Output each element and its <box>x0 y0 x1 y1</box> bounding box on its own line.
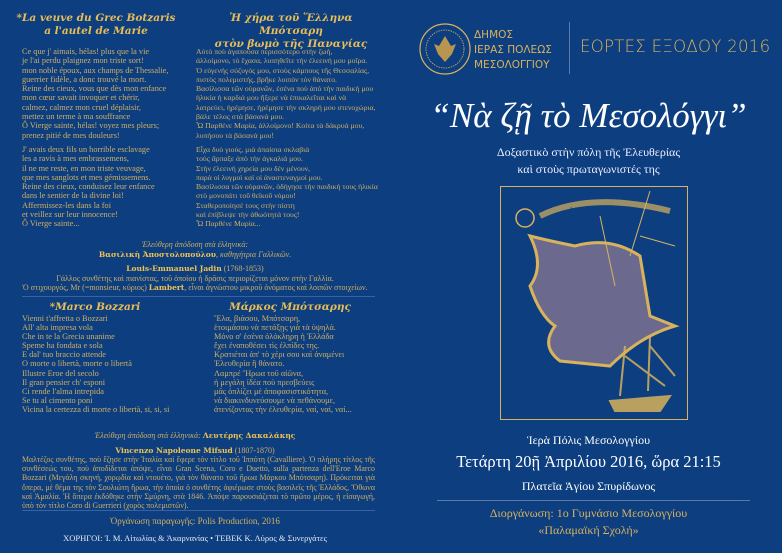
title-line: *La veuve du Grec Botzaris <box>16 12 176 24</box>
verse-line: καὶ ἐπίβλεψε τὴν ἀθωότητά τους! <box>196 210 300 220</box>
verse-line: Αὐτὸ ποὺ ἀγαποῦσα περισσότερο στὴν ζωή, <box>196 47 333 56</box>
verse-line: les a ravis à mes embrassemens, <box>22 154 129 164</box>
italian-poem <box>22 314 169 414</box>
composer-bio: Γάλλος συνθέτης καὶ πιανίστας, τοῦ ὁποίου ἡ δρᾶσις περιορίζεται μόνον στὴν Γαλλία. <box>56 273 334 283</box>
verse-line: Vicina la certezza di morte o libertà, si, si, si <box>22 404 170 414</box>
verse-line: prenez pitié de mes douleurs! <box>22 130 120 140</box>
verse-line: λυπήσου τὰ βάσανά μου! <box>196 130 274 140</box>
municipality-line: ΔΗΜΟΣ <box>474 29 514 41</box>
verse-line: que mes sanglots et mes gémissemens. <box>22 172 151 182</box>
verse-line: All' alta impresa vola <box>22 323 93 333</box>
verse-line: E dal' tuo braccio attende <box>22 350 106 360</box>
event-subtitle <box>395 144 782 178</box>
subtitle-line: καὶ στοὺς πρωταγωνιστές της <box>517 162 660 176</box>
translator-role: , καθηγήτρια Γαλλικῶν. <box>216 249 292 259</box>
verse-line: Ô Vierge sainte... <box>22 219 80 229</box>
municipality-name <box>474 28 552 73</box>
greek-poem-2-title: Μάρκος Μπότσαρης <box>229 301 351 313</box>
verse-line: Μόνο σ' ἐσένα ὁλόκληρη ἡ Ἑλλάδα <box>214 332 334 342</box>
verse-line: τοὺς ἅρπαξε ἀπὸ τὴν ἀγκαλιά μου. <box>196 154 303 164</box>
verse-line: Reine des cieux, vous que dès mon enfance <box>22 84 167 94</box>
header-divider <box>569 22 570 74</box>
composer-description: Μαλτέζος συνθέτης, ποὺ ἔζησε στὴν Ἰταλία καὶ ἔφερε τὸν τίτλο τοῦ Ἱππότη (Cavalliere). Ὁ πλήρης τίτλος τῆς συνθέσεώς του, ποὺ ἀποδίδεται ἀπόψε, εἶναι Gran Scena, Coro e Duetto, sulla partenza dell'Eroe Marco Bozzari (Μεγάλη σκηνή, χορῳδία καὶ ντουέτο, γιὰ τὸν θάνατο τοῦ ἥρωα Μάρκου Μπότσαρη). Πρόκειται γιὰ ὄπερα, μὲ θέμα της τὸν Σουλιώτη ἥρωα, τὴν ὁποία ὁ συνθέτης ἀφιέρωσε στοὺς βασιλεῖς τῆς Ἑλλάδος, Ὄθωνα καὶ Ἀμαλία. Ἡ ὄπερα ἐκδόθηκε στὴν Σμύρνη, στὰ 1846. Ἀπόψε παρουσιάζεται τὸ πρῶτο μέρος, ἡ εἰσαγωγή, ὑπὸ τὸν τίτλο Coro di Guerrieri (χορὸς πολεμιστῶν). <box>22 455 375 511</box>
sponsors: ΧΟΡΗΓΟΙ: Ἱ. Μ. Αἰτωλίας & Ἀκαρνανίας • ΤΕΒΕΚ Κ. Λύρος & Συνεργάτες <box>63 533 327 543</box>
credit-block-1 <box>10 240 380 293</box>
divider <box>22 510 375 511</box>
greek-poem-2 <box>214 314 352 414</box>
verse-line: O morte o libertà, morte o libertà <box>22 359 132 369</box>
verse-line: ἀτενίζοντας τὴν ἐλευθερία, ναί, ναί, ναί... <box>214 404 352 414</box>
verse-line: guerrier fidèle, a donc trouvé la mort. <box>22 74 147 84</box>
composer-name: Vincenzo Napoleone Mifsud <box>115 445 233 455</box>
verse-line: il ne me reste, en mon triste veuvage, <box>22 163 146 173</box>
verse-line: Σταθεροποίησέ τους στὴν πίστη <box>196 200 295 210</box>
verse-line: ἀλλοίμονο, τὸ ἔχασα, λυπηθεῖτε τὴν ἐλεεινή μου μοῖρα. <box>196 56 368 66</box>
title-line: Ἡ χήρα τοῦ Ἕλληνα Μπότσαρη <box>229 12 353 37</box>
composer-years: (1807-1870) <box>232 445 275 455</box>
verse-line: Vienni t'affretta o Bozzari <box>22 314 108 323</box>
production-credit: Ὀργάνωση παραγωγῆς: Polis Production, 2016 <box>110 516 280 526</box>
verse-line: Illustre Eroe del secolo <box>22 368 99 378</box>
organizer-line: «Παλαμαϊκή Σχολή» <box>538 523 639 537</box>
map-illustration <box>500 186 688 420</box>
verse-line: στὸ μονοπάτι τοῦ θεϊκοῦ νόμου! <box>196 191 296 201</box>
translator-name: Βασιλικὴ Ἀποστολοπούλου <box>98 249 217 259</box>
verse-line: Ὦ Παρθένε Μαρία, ἀλλοίμονο! Κοίτα τὰ δάκρυά μου, <box>196 121 365 131</box>
map-label: ΜΕΣΟΛΟΓΓΙ <box>570 207 617 215</box>
verse-line: λατρεύει, ἠρέμησε, ἠρέμησε τὴν σκληρή μου στενοχώρια, <box>196 102 376 112</box>
composer-name: Louis-Emmanuel Jadin <box>126 264 222 274</box>
verse-line: ἔχει ἐναποθέσει τὶς ἐλπίδες της. <box>214 341 320 351</box>
translator-name: Λευτέρης Δακαλάκης <box>202 431 296 440</box>
verse-line: Ô Vierge sainte, hélas! voyez mes pleurs; <box>22 121 160 131</box>
verse-line: Ὁ εὐγενής σύζυγός μου, στοὺς κάμπους τῆς Θεσσαλίας, <box>196 65 370 75</box>
verse-line: Ci rende l'alma intrepida <box>22 386 104 396</box>
verse-line: je l'ai perdu plaignez mon triste sort! <box>22 56 144 66</box>
verse-line: Λαμπρέ Ἥρωα τοῦ αἰῶνα, <box>214 368 304 378</box>
verse-line: calmez, calmez mon cruel déplaisir, <box>22 102 141 112</box>
composer-years: (1768-1853) <box>221 264 264 274</box>
municipality-seal-icon <box>418 22 472 76</box>
verse-line: Ce que j' aimais, hélas! plus que la vie <box>22 47 150 56</box>
verse-line: Che in te la Grecia unanime <box>22 332 115 342</box>
verse-line: Reine des cieux, conduisez leur enfance <box>22 182 155 192</box>
verse-line: Affermissez-les dans la foi <box>22 200 112 210</box>
verse-line: Speme ha fondata e sola <box>22 341 103 351</box>
verse-line: dans le sentier de la divine loi! <box>22 191 124 201</box>
verse-line: νὰ διακινδυνεύσουμε νὰ πεθάνουμε, <box>214 395 336 405</box>
event-date: Τετάρτη 20ῇ Ἀπριλίου 2016, ὥρα 21:15 <box>456 452 721 471</box>
verse-line: J' avais deux fils un horrible esclavage <box>22 144 150 154</box>
french-poem <box>22 47 168 229</box>
city-name: Ἱερὰ Πόλις Μεσολογγίου <box>526 433 651 447</box>
verse-line: Ἔλα, βιάσου, Μπότσαρη, <box>214 314 301 323</box>
verse-line: πιστὸς πολεμιστής, βρῆκε λοιπὸν τὸν θάνατο. <box>196 74 337 84</box>
verse-line: mon cœur savait invoquer et chérir, <box>22 93 140 103</box>
verse-line: Ὦ Παρθένε Μαρία... <box>196 219 261 229</box>
divider <box>22 296 375 297</box>
divider <box>437 500 750 501</box>
translation-label: Ἐλεύθερη ἀπόδοση στὰ ἑλληνικά: <box>141 240 249 249</box>
italian-poem-title: *Marco Bozzari <box>49 301 141 313</box>
verse-line: Βασίλισσα τῶν οὐρανῶν, ἐσένα ποὺ ἀπὸ τὴν παιδική μου <box>196 84 374 94</box>
lyricist-text: Ὁ στιχουργός, Mr (=monsieur, κύριος) <box>22 283 149 293</box>
verse-line: mon noble époux, aux champs de Thessalie, <box>22 65 169 75</box>
organizer <box>395 505 782 539</box>
event-venue: Πλατεῖα Ἁγίου Σπυρίδωνος <box>521 479 656 493</box>
verse-line: Βασίλισσα τῶν οὐρανῶν, ὁδήγησε τὴν παιδική τους ἡλικία <box>196 182 378 192</box>
event-title: “Νὰ ζῇ τὸ Μεσολόγγι” <box>430 96 747 135</box>
municipality-line: ΙΕΡΑΣ ΠΟΛΕΩΣ <box>474 44 552 56</box>
verse-line: παρὰ οἱ λυγμοὶ καὶ οἱ ἀναστεναγμοί μου. <box>196 172 323 182</box>
verse-line: et veillez sur leur innocence! <box>22 210 118 220</box>
verse-line: ἑτοιμάσου νὰ πετάξῃς γιὰ τὰ ὑψηλά. <box>214 323 336 333</box>
municipality-line: ΜΕΣΟΛΟΓΓΙΟΥ <box>474 59 550 71</box>
verse-line: Ἐλευθερία ἢ θάνατο. <box>214 359 285 369</box>
title-line: a l'autel de Marie <box>44 25 148 37</box>
verse-line: μᾶς ὁπλίζει μὲ ἀποφασιστικότητα, <box>214 386 329 396</box>
organizer-line: Διοργάνωση: 1ο Γυμνάσιο Μεσολογγίου <box>489 506 688 520</box>
verse-line: βάλε τέλος στὰ βάσανά μου. <box>196 112 285 122</box>
subtitle-line: Δοξαστικὸ στὴν πόλη τῆς Ἐλευθερίας <box>496 145 681 159</box>
verse-line: mettez un terme à ma souffrance <box>22 112 131 122</box>
greek-poem <box>196 47 378 229</box>
french-poem-title <box>10 12 182 38</box>
verse-line: Se tu al cimento poni <box>22 395 93 405</box>
verse-line: Εἶχα δυὸ γιούς, μιὰ ἀπαίσια σκλαβιὰ <box>196 144 310 154</box>
verse-line: ἡλικία ἡ καρδιά μου ἤξερε νὰ ἐπικαλεῖται καὶ νὰ <box>196 93 347 103</box>
verse-line: Κρατιέται ἀπ' τὸ χέρι σου καὶ ἀναμένει <box>214 350 345 360</box>
credit-block-2 <box>10 431 380 455</box>
title-line: στὸν βωμὸ τῆς Παναγίας <box>214 38 368 50</box>
lyricist-name: Lambert <box>148 283 185 293</box>
translation-label: Ἐλεύθερη ἀπόδοση στὰ ἑλληνικά: <box>94 431 203 440</box>
verse-line: Στὴν ἐλεεινή χηρεία μου δὲν μένουν, <box>196 163 311 173</box>
greek-poem-title <box>196 12 386 51</box>
festival-title: ΕΟΡΤΕΣ ΕΞΟΔΟΥ 2016 <box>580 37 771 56</box>
lyricist-text: , εἶναι ἀγνώστου μικροῦ ὀνόματος καὶ λοιπῶν στοιχείων. <box>184 283 368 293</box>
verse-line: ἡ μεγάλη ἰδέα ποὺ πρεσβεύεις <box>214 377 315 387</box>
verse-line: Il gran pensier ch' esponi <box>22 377 106 387</box>
